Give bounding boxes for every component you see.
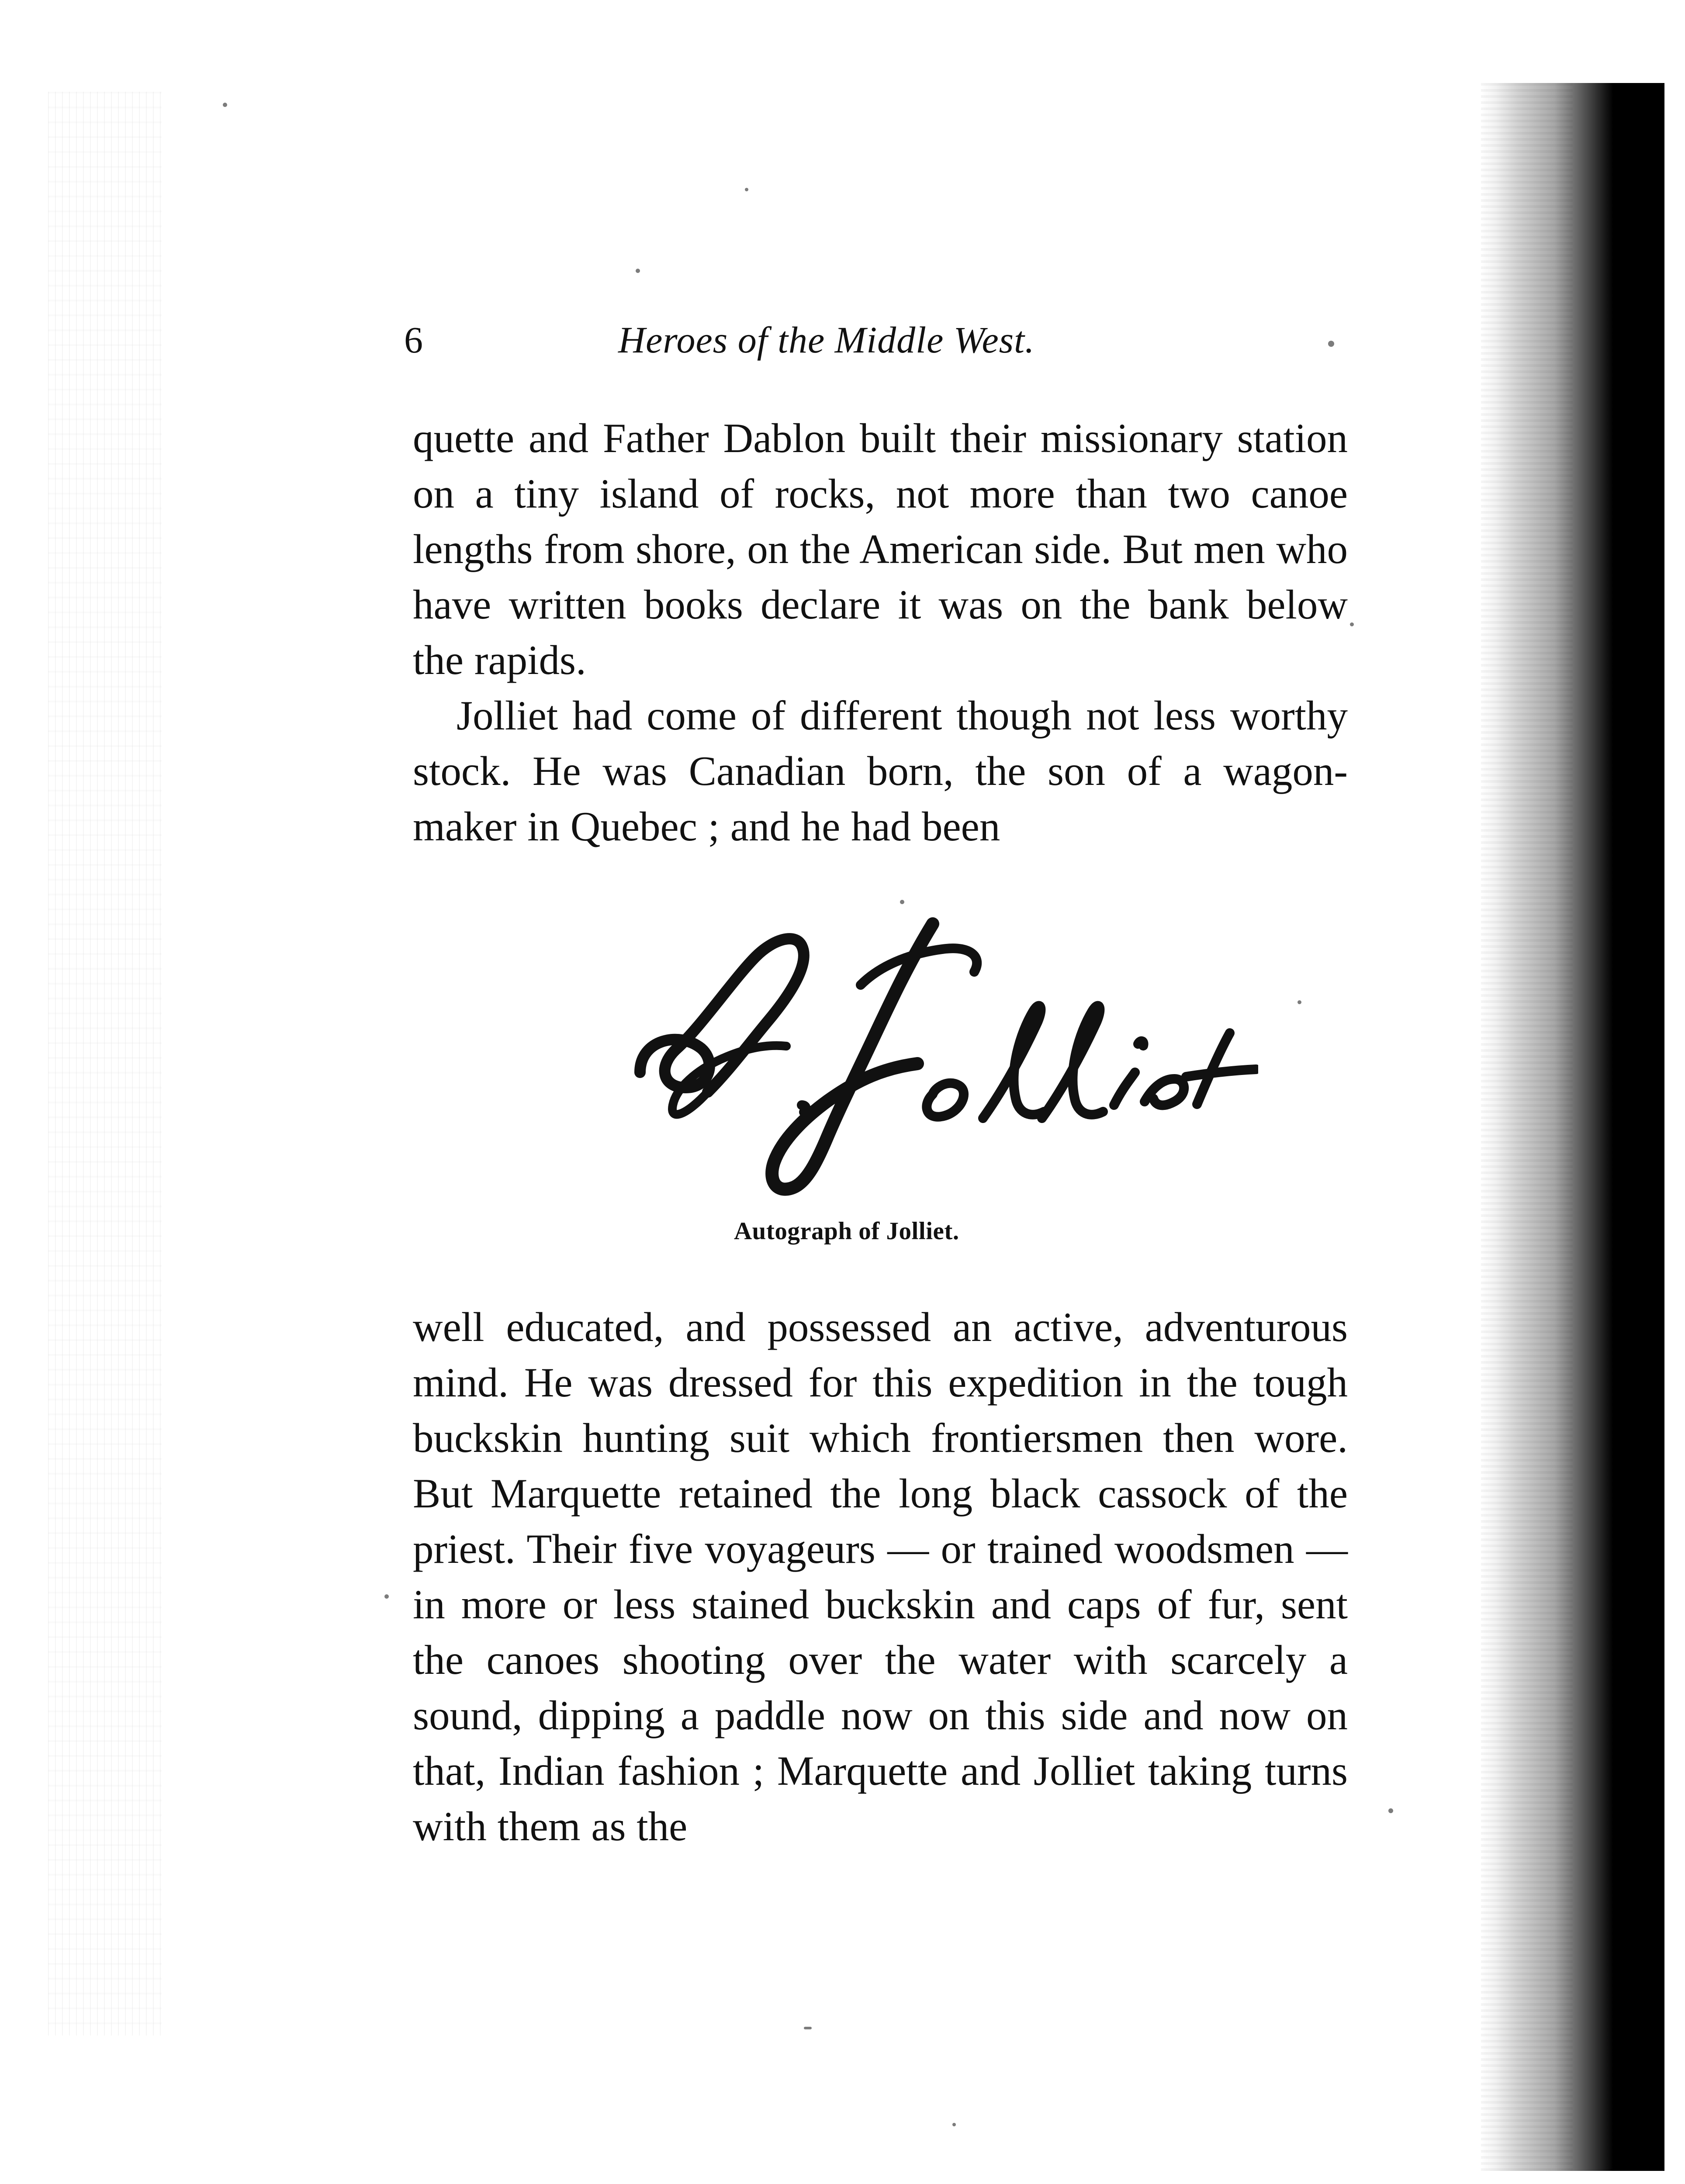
scan-speck [223, 103, 227, 107]
scan-speck [636, 269, 640, 273]
scan-speck [1328, 341, 1334, 347]
scan-speck [804, 2027, 812, 2029]
scan-speck [900, 900, 904, 904]
autograph-signature [577, 900, 1258, 1206]
page-number: 6 [404, 319, 423, 361]
scan-speck [745, 188, 748, 191]
scan-speck [1388, 1808, 1393, 1813]
signature-stroke-j-top [861, 948, 977, 985]
paragraph: well educated, and possessed an active, adventurous mind. He was dressed for this expedition in the tough buckskin hunting suit which frontiersmen then wore. But Marquette retained the long black cassock of the priest. Their five voyageurs — or trained woodsmen — in more or less stained buckskin and caps of fur, sent the canoes shooting over the water with scarcely a sound, dipping a paddle now on this side and now on that, Indian fashion ; Marquette and Jolliet taking turns with them as the [413, 1304, 1348, 1849]
signature-stroke-olli [927, 1006, 1103, 1118]
scan-speck [384, 1594, 389, 1599]
scan-speck [952, 2123, 956, 2126]
page-header [404, 321, 1400, 382]
running-head: Heroes of the Middle West. [618, 319, 1035, 361]
signature-stroke-l-tail [672, 1046, 786, 1115]
signature-stroke-l-loop [640, 939, 804, 1092]
signature-caption: Autograph of Jolliet. [734, 1217, 959, 1245]
paragraph: Jolliet had come of different though not less worthy stock. He was Canadian born, the son of a wagon-maker in Quebec ; and he had been [413, 692, 1348, 850]
body-text-bottom [413, 1299, 1348, 1854]
signature-stroke-iet [1114, 1033, 1256, 1105]
scan-speck [1350, 622, 1354, 626]
signature-svg [577, 900, 1258, 1206]
binding-shadow [1481, 83, 1664, 2171]
body-text-top [413, 411, 1348, 854]
left-scan-noise [48, 92, 162, 2035]
paragraph: quette and Father Dablon built their missionary station on a tiny island of rocks, not more than two canoe lengths from shore, on the American side. But men who have written books declare it was on the bank below the rapids. [413, 415, 1348, 683]
scan-speck [1297, 1000, 1301, 1004]
signature-stroke-j [772, 924, 933, 1189]
